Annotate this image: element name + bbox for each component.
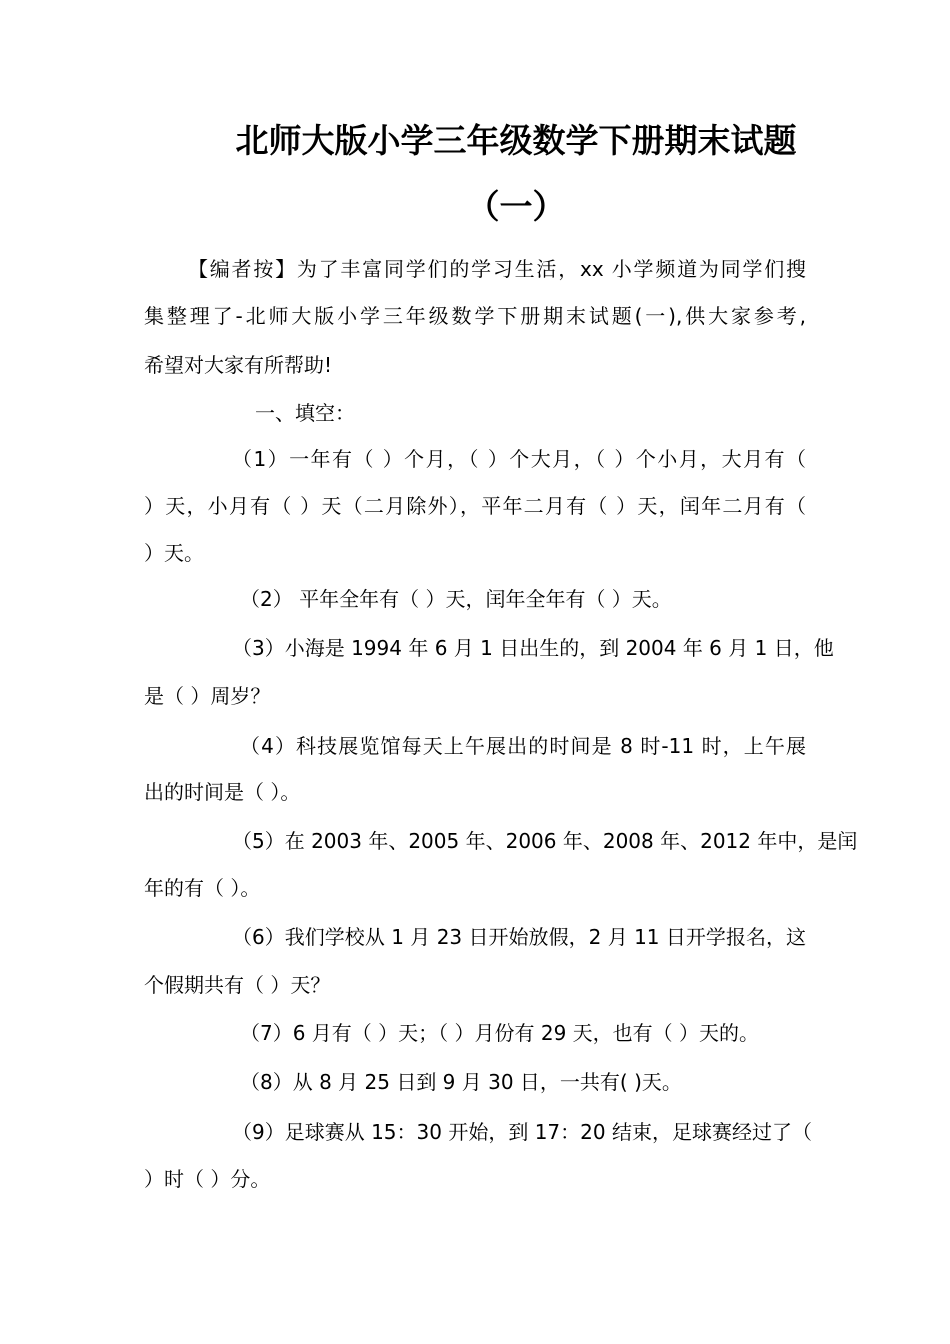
section-heading: 一、填空： xyxy=(255,401,355,425)
question-8-line-1: （8）从 8 月 25 日到 9 月 30 日，一共有( )天。 xyxy=(240,1070,682,1094)
question-6-line-1: （6）我们学校从 1 月 23 日开始放假，2 月 11 日开学报名，这 xyxy=(232,925,806,949)
question-1-line-2: ）天，小月有（ ）天（二月除外），平年二月有（ ）天，闰年二月有（ xyxy=(144,494,806,518)
question-9-line-1: （9）足球赛从 15：30 开始，到 17：20 结束，足球赛经过了（ xyxy=(232,1120,812,1144)
question-3-line-2: 是（ ）周岁？ xyxy=(144,684,271,708)
question-6-line-2: 个假期共有（ ）天？ xyxy=(144,973,331,997)
question-1-line-3: ）天。 xyxy=(144,541,204,565)
question-4-line-1: （4）科技展览馆每天上午展出的时间是 8 时-11 时，上午展 xyxy=(240,734,806,758)
question-3-line-1: （3）小海是 1994 年 6 月 1 日出生的，到 2004 年 6 月 1 日，他 xyxy=(232,636,834,660)
question-7-line-1: （7）6 月有（ ）天；（ ）月份有 29 天，也有（ ）天的。 xyxy=(240,1021,760,1045)
question-9-line-2: ）时（ ）分。 xyxy=(144,1167,271,1191)
document-subtitle: （一） xyxy=(466,187,566,226)
question-2-line-1: （2） 平年全年有（ ）天，闰年全年有（ ）天。 xyxy=(240,587,672,611)
question-5-line-2: 年的有（ ）。 xyxy=(144,876,261,900)
document-title: 北师大版小学三年级数学下册期末试题 xyxy=(235,121,797,160)
intro-line-1: 【编者按】为了丰富同学们的学习生活，xx 小学频道为同学们搜 xyxy=(188,257,806,281)
question-1-line-1: （1）一年有（ ）个月，（ ）个大月，（ ）个小月，大月有（ xyxy=(232,447,806,471)
question-5-line-1: （5）在 2003 年、2005 年、2006 年、2008 年、2012 年中，是闰 xyxy=(232,829,858,853)
intro-line-3: 希望对大家有所帮助! xyxy=(144,353,333,377)
question-4-line-2: 出的时间是（ ）。 xyxy=(144,780,301,804)
intro-line-2: 集整理了-北师大版小学三年级数学下册期末试题(一),供大家参考, xyxy=(144,304,806,328)
